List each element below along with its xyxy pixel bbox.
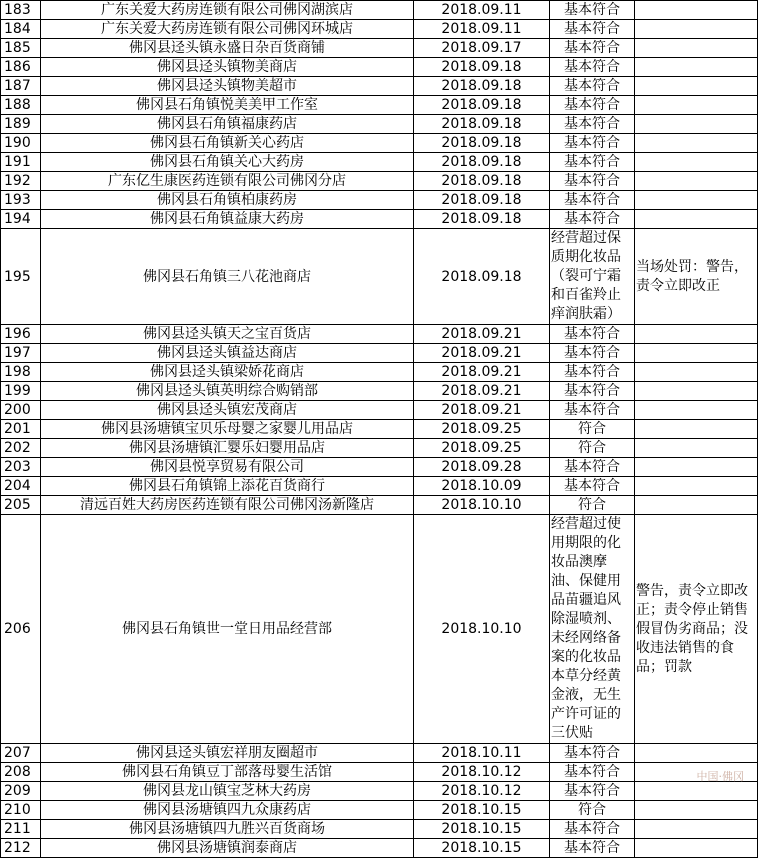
- table-row: [1, 801, 758, 820]
- inspection-result: 基本符合: [550, 344, 635, 363]
- row-number: 205: [1, 496, 41, 515]
- table-row: [1, 401, 758, 420]
- row-number: 199: [1, 382, 41, 401]
- table-row: [1, 134, 758, 153]
- table-row: [1, 153, 758, 172]
- penalty: [635, 782, 758, 801]
- inspection-result: 基本符合: [550, 134, 635, 153]
- watermark: 中国·佛冈: [696, 770, 744, 783]
- penalty: [635, 191, 758, 210]
- inspection-date: 2018.09.28: [414, 458, 550, 477]
- business-name: 佛冈县石角镇悦美美甲工作室: [41, 96, 414, 115]
- table-row: [1, 515, 758, 744]
- inspection-date: 2018.09.21: [414, 344, 550, 363]
- table-row: [1, 496, 758, 515]
- inspection-result: 基本符合: [550, 39, 635, 58]
- inspection-result: 基本符合: [550, 363, 635, 382]
- table-row: [1, 477, 758, 496]
- table-row: [1, 77, 758, 96]
- penalty: [635, 115, 758, 134]
- row-number: 196: [1, 325, 41, 344]
- inspection-result: 基本符合: [550, 382, 635, 401]
- row-number: 194: [1, 210, 41, 229]
- penalty: [635, 39, 758, 58]
- row-number: 207: [1, 744, 41, 763]
- inspection-date: 2018.10.10: [414, 496, 550, 515]
- business-name: 佛冈县石角镇新关心药店: [41, 134, 414, 153]
- row-number: 209: [1, 782, 41, 801]
- table-row: [1, 820, 758, 839]
- row-number: 191: [1, 153, 41, 172]
- row-number: 210: [1, 801, 41, 820]
- penalty: [635, 820, 758, 839]
- inspection-result: 符合: [550, 420, 635, 439]
- inspection-table-body: [1, 1, 758, 858]
- inspection-date: 2018.09.21: [414, 363, 550, 382]
- business-name: 佛冈县石角镇关心大药房: [41, 153, 414, 172]
- table-row: [1, 229, 758, 325]
- row-number: 189: [1, 115, 41, 134]
- row-number: 183: [1, 1, 41, 20]
- inspection-result: 基本符合: [550, 58, 635, 77]
- inspection-result: 基本符合: [550, 210, 635, 229]
- inspection-date: 2018.09.18: [414, 134, 550, 153]
- row-number: 186: [1, 58, 41, 77]
- penalty: [635, 210, 758, 229]
- penalty: [635, 172, 758, 191]
- business-name: 广东关爱大药房连锁有限公司佛冈湖滨店: [41, 1, 414, 20]
- business-name: 佛冈县迳头镇物美超市: [41, 77, 414, 96]
- business-name: 佛冈县石角镇锦上添花百货商行: [41, 477, 414, 496]
- inspection-date: 2018.09.21: [414, 325, 550, 344]
- table-row: [1, 20, 758, 39]
- row-number: 185: [1, 39, 41, 58]
- inspection-date: 2018.09.18: [414, 58, 550, 77]
- business-name: 佛冈县石角镇益康大药房: [41, 210, 414, 229]
- business-name: 佛冈县石角镇世一堂日用品经营部: [41, 515, 414, 744]
- table-row: [1, 1, 758, 20]
- table-row: [1, 191, 758, 210]
- penalty: [635, 20, 758, 39]
- row-number: 206: [1, 515, 41, 744]
- row-number: 198: [1, 363, 41, 382]
- inspection-date: 2018.10.12: [414, 763, 550, 782]
- inspection-date: 2018.10.15: [414, 801, 550, 820]
- penalty: [635, 58, 758, 77]
- inspection-date: 2018.10.10: [414, 515, 550, 744]
- penalty: [635, 458, 758, 477]
- inspection-result: 基本符合: [550, 458, 635, 477]
- penalty: [635, 1, 758, 20]
- table-row: [1, 744, 758, 763]
- penalty: [635, 382, 758, 401]
- business-name: 佛冈县迳头镇永盛日杂百货商铺: [41, 39, 414, 58]
- row-number: 211: [1, 820, 41, 839]
- inspection-date: 2018.09.11: [414, 1, 550, 20]
- row-number: 188: [1, 96, 41, 115]
- penalty: [635, 496, 758, 515]
- table-row: [1, 325, 758, 344]
- inspection-date: 2018.10.15: [414, 820, 550, 839]
- table-row: [1, 115, 758, 134]
- penalty: [635, 153, 758, 172]
- row-number: 193: [1, 191, 41, 210]
- penalty: 警告，责令立即改正；责令停止销售假冒伪劣商品；没收违法销售的食品；罚款: [635, 515, 758, 744]
- inspection-date: 2018.09.18: [414, 115, 550, 134]
- business-name: 广东亿生康医药连锁有限公司佛冈分店: [41, 172, 414, 191]
- inspection-result: 基本符合: [550, 325, 635, 344]
- row-number: 204: [1, 477, 41, 496]
- inspection-date: 2018.09.18: [414, 210, 550, 229]
- row-number: 187: [1, 77, 41, 96]
- business-name: 佛冈县石角镇豆丁部落母婴生活馆: [41, 763, 414, 782]
- table-row: [1, 344, 758, 363]
- penalty: [635, 439, 758, 458]
- inspection-result: 基本符合: [550, 477, 635, 496]
- table-row: [1, 363, 758, 382]
- business-name: 佛冈县汤塘镇汇婴乐妇婴用品店: [41, 439, 414, 458]
- penalty: [635, 477, 758, 496]
- row-number: 212: [1, 839, 41, 858]
- inspection-date: 2018.09.21: [414, 401, 550, 420]
- inspection-result: 基本符合: [550, 77, 635, 96]
- business-name: 佛冈县汤塘镇四九众康药店: [41, 801, 414, 820]
- penalty: [635, 744, 758, 763]
- inspection-result: 基本符合: [550, 782, 635, 801]
- inspection-result: 基本符合: [550, 839, 635, 858]
- penalty: [635, 134, 758, 153]
- table-row: [1, 172, 758, 191]
- business-name: 佛冈县迳头镇物美商店: [41, 58, 414, 77]
- penalty: [635, 77, 758, 96]
- row-number: 184: [1, 20, 41, 39]
- inspection-date: 2018.09.18: [414, 77, 550, 96]
- penalty: [635, 839, 758, 858]
- inspection-result: 基本符合: [550, 172, 635, 191]
- inspection-date: 2018.09.25: [414, 420, 550, 439]
- penalty: [635, 801, 758, 820]
- business-name: 佛冈县迳头镇英明综合购销部: [41, 382, 414, 401]
- inspection-date: 2018.09.18: [414, 229, 550, 325]
- business-name: 佛冈县石角镇三八花池商店: [41, 229, 414, 325]
- row-number: 195: [1, 229, 41, 325]
- inspection-date: 2018.09.18: [414, 153, 550, 172]
- penalty: [635, 401, 758, 420]
- row-number: 200: [1, 401, 41, 420]
- penalty: [635, 363, 758, 382]
- row-number: 203: [1, 458, 41, 477]
- inspection-result: 符合: [550, 439, 635, 458]
- business-name: 佛冈县迳头镇梁娇花商店: [41, 363, 414, 382]
- penalty: [635, 420, 758, 439]
- inspection-date: 2018.09.11: [414, 20, 550, 39]
- penalty: [635, 325, 758, 344]
- table-row: [1, 210, 758, 229]
- table-row: [1, 839, 758, 858]
- inspection-result: 基本符合: [550, 153, 635, 172]
- inspection-result: 基本符合: [550, 401, 635, 420]
- inspection-result: 经营超过保质期化妆品（裂可宁霜和百雀羚止痒润肤霜）: [550, 229, 635, 325]
- inspection-result: 符合: [550, 801, 635, 820]
- inspection-result: 基本符合: [550, 191, 635, 210]
- inspection-date: 2018.10.11: [414, 744, 550, 763]
- inspection-result: 基本符合: [550, 115, 635, 134]
- business-name: 佛冈县龙山镇宝芝林大药房: [41, 782, 414, 801]
- business-name: 佛冈县汤塘镇宝贝乐母婴之家婴儿用品店: [41, 420, 414, 439]
- inspection-date: 2018.09.18: [414, 191, 550, 210]
- table-row: [1, 782, 758, 801]
- inspection-date: 2018.10.09: [414, 477, 550, 496]
- inspection-date: 2018.09.21: [414, 382, 550, 401]
- business-name: 佛冈县汤塘镇润泰商店: [41, 839, 414, 858]
- table-row: [1, 96, 758, 115]
- business-name: 佛冈县汤塘镇四九胜兴百货商场: [41, 820, 414, 839]
- row-number: 202: [1, 439, 41, 458]
- table-row: [1, 420, 758, 439]
- business-name: 佛冈县悦享贸易有限公司: [41, 458, 414, 477]
- inspection-date: 2018.09.17: [414, 39, 550, 58]
- inspection-result: 基本符合: [550, 820, 635, 839]
- table-row: [1, 439, 758, 458]
- inspection-result: 经营超过使用期限的化妆品澳摩油、保健用品苗疆追风除湿喷剂、未经网络备案的化妆品本草分经黄金液，无生产许可证的三伏贴: [550, 515, 635, 744]
- table-row: [1, 458, 758, 477]
- row-number: 208: [1, 763, 41, 782]
- business-name: 佛冈县迳头镇宏祥朋友圈超市: [41, 744, 414, 763]
- table-row: [1, 382, 758, 401]
- inspection-result: 基本符合: [550, 744, 635, 763]
- inspection-date: 2018.09.25: [414, 439, 550, 458]
- inspection-date: 2018.10.12: [414, 782, 550, 801]
- inspection-result: 基本符合: [550, 20, 635, 39]
- inspection-result: 符合: [550, 496, 635, 515]
- inspection-date: 2018.09.18: [414, 172, 550, 191]
- row-number: 197: [1, 344, 41, 363]
- row-number: 192: [1, 172, 41, 191]
- business-name: 清远百姓大药房医药连锁有限公司佛冈汤新隆店: [41, 496, 414, 515]
- inspection-date: 2018.09.18: [414, 96, 550, 115]
- row-number: 201: [1, 420, 41, 439]
- business-name: 佛冈县石角镇福康药店: [41, 115, 414, 134]
- table-row: [1, 39, 758, 58]
- business-name: 佛冈县迳头镇益达商店: [41, 344, 414, 363]
- business-name: 佛冈县迳头镇天之宝百货店: [41, 325, 414, 344]
- inspection-result: 基本符合: [550, 1, 635, 20]
- row-number: 190: [1, 134, 41, 153]
- penalty: 当场处罚：警告，责令立即改正: [635, 229, 758, 325]
- business-name: 广东关爱大药房连锁有限公司佛冈环城店: [41, 20, 414, 39]
- business-name: 佛冈县迳头镇宏茂商店: [41, 401, 414, 420]
- penalty: [635, 96, 758, 115]
- table-row: [1, 58, 758, 77]
- inspection-result: 基本符合: [550, 96, 635, 115]
- business-name: 佛冈县石角镇柏康药房: [41, 191, 414, 210]
- inspection-date: 2018.10.15: [414, 839, 550, 858]
- penalty: [635, 344, 758, 363]
- table-row: [1, 763, 758, 782]
- inspection-result: 基本符合: [550, 763, 635, 782]
